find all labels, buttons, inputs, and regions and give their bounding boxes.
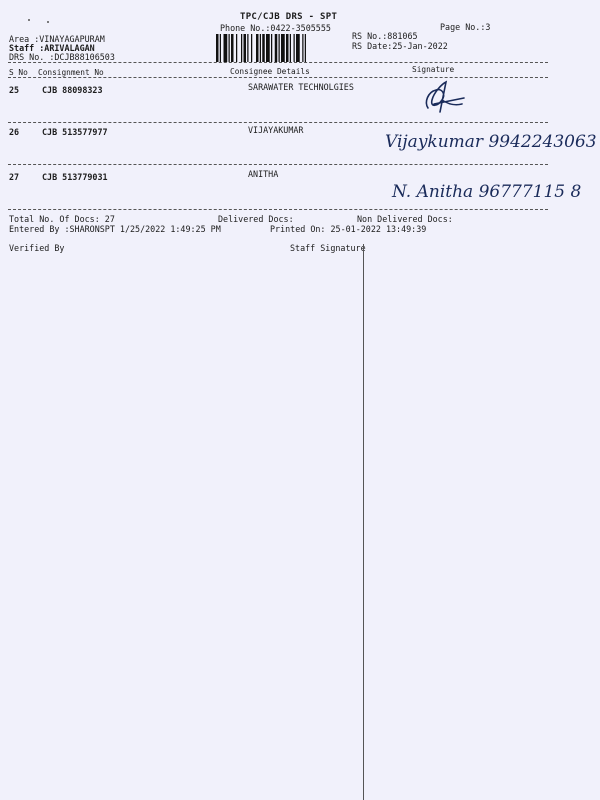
barcode-bar <box>260 34 261 62</box>
barcode-bar <box>256 34 259 62</box>
divider <box>8 62 548 63</box>
barcode-bar <box>275 34 278 62</box>
handwritten-receipt: N. Anitha 96777115 8 <box>392 182 582 202</box>
row-consignee: SARAWATER TECHNOLGIES <box>248 82 354 92</box>
barcode-bar <box>216 34 219 62</box>
barcode-bar <box>281 34 285 62</box>
row-sno: 25 <box>9 85 20 95</box>
col-header-consignment: Consignment No <box>38 68 104 77</box>
entered-by: Entered By :SHARONSPT 1/25/2022 1:49:25 PM <box>9 224 221 234</box>
barcode-bar <box>305 34 306 62</box>
non-delivered-docs: Non Delivered Docs: <box>357 214 453 224</box>
signature-scribble <box>420 78 470 120</box>
rs-number: RS No.:881065 <box>352 31 418 41</box>
col-header-sno: S No <box>9 68 28 77</box>
barcode-bar <box>296 34 300 62</box>
staff-value: ARIVALAGAN <box>44 43 95 53</box>
barcode-icon <box>216 34 346 62</box>
col-header-consignee: Consignee Details <box>230 67 310 76</box>
phone-number: Phone No.:0422-3505555 <box>220 23 331 33</box>
row-consignee: VIJAYAKUMAR <box>248 125 304 135</box>
drs-number: DRS No. :DCJB88106503 <box>9 52 115 62</box>
barcode-bar <box>279 34 280 62</box>
barcode-bar <box>224 34 228 62</box>
fold-line <box>363 244 364 800</box>
verified-by: Verified By <box>9 243 65 253</box>
scan-speck <box>47 21 49 23</box>
handwritten-receipt: Vijaykumar 9942243063 <box>385 132 597 152</box>
scan-speck <box>28 19 30 21</box>
barcode-bar <box>271 34 272 62</box>
delivered-docs: Delivered Docs: <box>218 214 294 224</box>
barcode-bar <box>290 34 291 62</box>
divider <box>8 164 548 165</box>
rs-date: RS Date:25-Jan-2022 <box>352 41 448 51</box>
staff-signature: Staff Signature <box>290 243 366 253</box>
barcode-bar <box>244 34 247 62</box>
divider <box>8 122 548 123</box>
barcode-bar <box>231 34 234 62</box>
barcode-bar <box>236 34 237 62</box>
barcode-bar <box>302 34 303 62</box>
row-sno: 26 <box>9 127 20 137</box>
divider <box>8 209 548 210</box>
row-consignment: CJB 513779031 <box>42 172 108 182</box>
barcode-bar <box>266 34 270 62</box>
barcode-bar <box>229 34 230 62</box>
barcode-bar <box>286 34 289 62</box>
page-number: Page No.:3 <box>440 22 491 32</box>
row-sno: 27 <box>9 172 20 182</box>
staff-label: Staff : <box>9 43 45 53</box>
area: Area :VINAYAGAPURAM <box>9 34 105 44</box>
row-consignment: CJB 88098323 <box>42 85 103 95</box>
barcode-bar <box>220 34 221 62</box>
printed-on: Printed On: 25-01-2022 13:49:39 <box>270 224 427 234</box>
barcode-bar <box>241 34 242 62</box>
barcode-bar <box>262 34 265 62</box>
barcode-bar <box>247 34 248 62</box>
barcode-bar <box>294 34 295 62</box>
barcode-bar <box>251 34 252 62</box>
document-title: TPC/CJB DRS - SPT <box>240 12 338 22</box>
total-docs: Total No. Of Docs: 27 <box>9 214 115 224</box>
row-consignment: CJB 513577977 <box>42 127 108 137</box>
row-consignee: ANITHA <box>248 169 279 179</box>
col-header-signature: Signature <box>412 65 455 74</box>
